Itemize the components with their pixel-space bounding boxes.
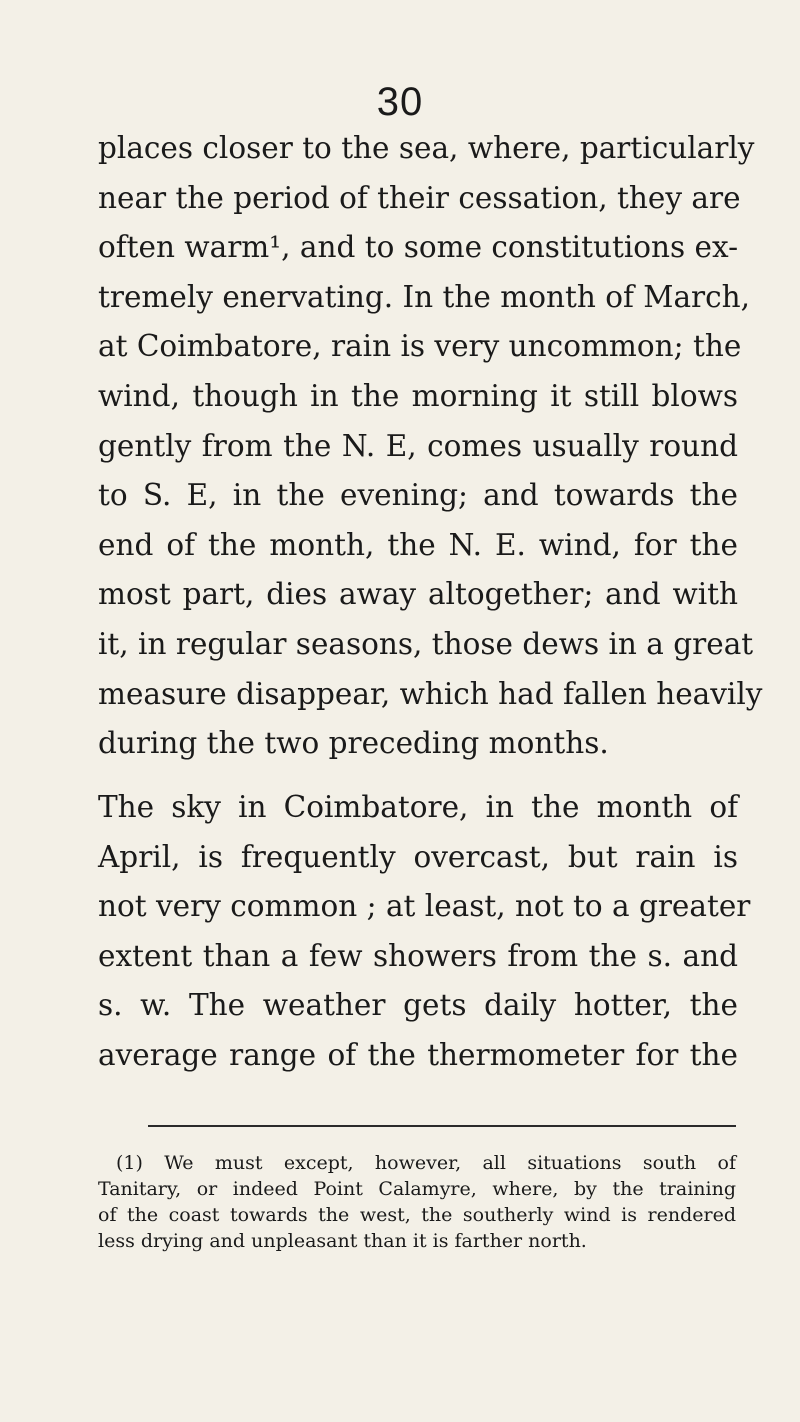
text-line: most part, dies away altogether; and with xyxy=(98,577,738,612)
text-line: average range of the thermometer for the xyxy=(98,1037,738,1072)
text-line: extent than a few showers from the s. and xyxy=(98,938,738,973)
text-line: end of the month, the N. E. wind, for the xyxy=(98,527,738,562)
footnote-line: of the coast towards the west, the southerly wind is rendered xyxy=(98,1204,736,1226)
text-line: s. w. The weather gets daily hotter, the xyxy=(98,988,738,1023)
footnote xyxy=(98,1150,736,1254)
text-line: not very common ; at least, not to a greater xyxy=(98,889,751,924)
text-line: near the period of their cessation, they are xyxy=(98,180,741,215)
footnote-line: (1) We must except, however, all situations south of xyxy=(116,1152,736,1174)
text-line: wind, though in the morning it still blows xyxy=(98,378,738,413)
text-line: April, is frequently overcast, but rain is xyxy=(98,839,738,874)
text-line: at Coimbatore, rain is very uncommon; the xyxy=(98,329,742,364)
footnote-divider xyxy=(148,1125,736,1127)
footnote-line: Tanitary, or indeed Point Calamyre, where, by the training xyxy=(98,1178,736,1200)
text-line: during the two preceding months. xyxy=(98,726,609,761)
text-line: gently from the N. E, comes usually round xyxy=(98,428,738,463)
text-line: The sky in Coimbatore, in the month of xyxy=(98,790,738,824)
text-line: often warm¹, and to some constitutions ex- xyxy=(98,230,739,265)
text-line: measure disappear, which had fallen heavily xyxy=(98,676,763,711)
paragraph-1 xyxy=(98,124,763,769)
footnote-line: less drying and unpleasant than it is farther north. xyxy=(98,1230,587,1252)
text-line: to S. E, in the evening; and towards the xyxy=(98,478,738,513)
page-number: 30 xyxy=(376,80,424,124)
paragraph-2 xyxy=(98,783,751,1081)
text-line: it, in regular seasons, those dews in a great xyxy=(98,626,754,661)
text-line: places closer to the sea, where, particularly xyxy=(98,131,755,165)
text-line: tremely enervating. In the month of March, xyxy=(98,279,751,314)
